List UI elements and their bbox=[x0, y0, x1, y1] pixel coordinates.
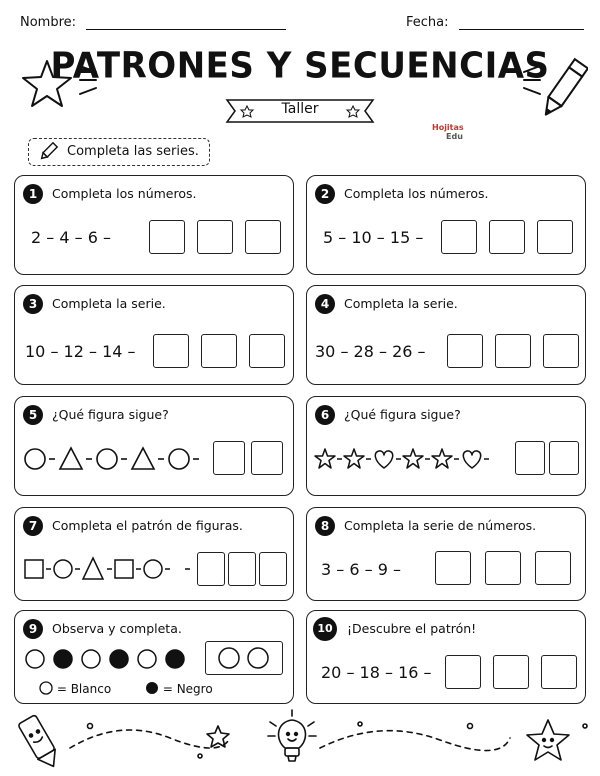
star-shape bbox=[432, 449, 452, 468]
exercise-number: 9 bbox=[23, 619, 43, 639]
answer-circle bbox=[248, 648, 268, 668]
answer-circle bbox=[219, 648, 239, 668]
logo bbox=[432, 123, 464, 141]
white-dot bbox=[82, 650, 100, 668]
answer-box[interactable] bbox=[435, 551, 471, 585]
name-label: Nombre: bbox=[20, 15, 77, 30]
dot-doodle bbox=[583, 724, 587, 728]
legend-black-text: = Negro bbox=[162, 682, 213, 696]
exercise-prompt: ¿Qué figura sigue? bbox=[344, 407, 461, 422]
dot-sequence bbox=[23, 645, 203, 677]
answer-box[interactable] bbox=[543, 334, 579, 368]
square-shape bbox=[25, 560, 43, 578]
black-dot bbox=[166, 650, 184, 668]
answer-box[interactable] bbox=[197, 552, 225, 586]
star-shape bbox=[344, 449, 364, 468]
answer-box[interactable] bbox=[245, 220, 281, 254]
heart-shape bbox=[463, 451, 480, 468]
exercise-number: 6 bbox=[315, 405, 335, 425]
answer-box[interactable] bbox=[249, 334, 285, 368]
exercise-prompt: Completa la serie de números. bbox=[344, 518, 537, 533]
answer-box[interactable] bbox=[535, 551, 571, 585]
exercise-number: 7 bbox=[23, 516, 43, 536]
answer-box[interactable] bbox=[515, 441, 545, 475]
shape-sequence bbox=[21, 550, 201, 590]
exercise-3 bbox=[14, 285, 294, 385]
number-sequence: 3 – 6 – 9 – bbox=[321, 560, 401, 579]
subtitle-banner bbox=[225, 96, 375, 126]
shape-sequence bbox=[311, 439, 521, 479]
answer-box[interactable] bbox=[213, 441, 245, 475]
dot-doodle bbox=[468, 724, 473, 729]
answer-box[interactable] bbox=[447, 334, 483, 368]
exercise-prompt: ¿Qué figura sigue? bbox=[52, 407, 169, 422]
exercise-prompt: Observa y completa. bbox=[52, 621, 182, 636]
circle-shape bbox=[97, 449, 117, 469]
answer-box[interactable] bbox=[541, 655, 577, 689]
answer-box[interactable] bbox=[537, 220, 573, 254]
answer-box[interactable] bbox=[495, 334, 531, 368]
exercise-number: 1 bbox=[23, 184, 43, 204]
star-character-icon bbox=[527, 720, 569, 760]
triangle-shape bbox=[60, 448, 82, 469]
answer-box[interactable] bbox=[259, 552, 287, 586]
answer-box[interactable] bbox=[228, 552, 256, 586]
exercise-prompt: Completa la serie. bbox=[344, 296, 458, 311]
triangle-shape bbox=[83, 558, 103, 579]
answer-box[interactable] bbox=[549, 441, 579, 475]
date-label: Fecha: bbox=[406, 15, 449, 30]
black-dot bbox=[54, 650, 72, 668]
legend-white bbox=[39, 681, 111, 696]
exercise-number: 2 bbox=[315, 184, 335, 204]
exercise-number: 4 bbox=[315, 294, 335, 314]
exercise-prompt: ¡Descubre el patrón! bbox=[347, 621, 477, 636]
number-sequence: 2 – 4 – 6 – bbox=[31, 228, 111, 247]
page-title: PATRONES Y SECUENCIAS bbox=[50, 45, 550, 87]
exercise-number: 10 bbox=[313, 617, 337, 641]
legend-white-text: = Blanco bbox=[56, 682, 112, 696]
answer-circles bbox=[206, 642, 282, 674]
triangle-shape bbox=[132, 448, 154, 469]
answer-box[interactable] bbox=[201, 334, 237, 368]
circle-shape bbox=[169, 449, 189, 469]
answer-box[interactable] bbox=[205, 641, 283, 675]
star-shape bbox=[315, 449, 335, 468]
dot-doodle bbox=[358, 722, 362, 726]
exercise-8 bbox=[306, 507, 586, 601]
answer-box[interactable] bbox=[441, 220, 477, 254]
black-dot bbox=[110, 650, 128, 668]
exercise-10 bbox=[306, 610, 586, 704]
answer-box[interactable] bbox=[493, 655, 529, 689]
exercise-1 bbox=[14, 175, 294, 275]
dot-doodle bbox=[88, 724, 93, 729]
circle-shape bbox=[54, 560, 72, 578]
answer-box[interactable] bbox=[251, 441, 283, 475]
footer-doodles bbox=[0, 708, 600, 774]
number-sequence: 5 – 10 – 15 – bbox=[323, 228, 424, 247]
exercise-2 bbox=[306, 175, 586, 275]
square-shape bbox=[115, 560, 133, 578]
exercise-4 bbox=[306, 285, 586, 385]
answer-box[interactable] bbox=[489, 220, 525, 254]
pencil-character-icon bbox=[18, 715, 62, 772]
white-dot bbox=[138, 650, 156, 668]
exercise-number: 3 bbox=[23, 294, 43, 314]
exercise-prompt: Completa la serie. bbox=[52, 296, 166, 311]
dot-doodle bbox=[198, 754, 202, 758]
name-field bbox=[20, 15, 286, 30]
answer-box[interactable] bbox=[197, 220, 233, 254]
exercise-prompt: Completa el patrón de figuras. bbox=[52, 518, 243, 533]
number-sequence: 20 – 18 – 16 – bbox=[321, 663, 432, 682]
name-line[interactable] bbox=[86, 29, 286, 30]
number-sequence: 10 – 12 – 14 – bbox=[25, 342, 136, 361]
exercise-9 bbox=[14, 610, 294, 704]
dashed-path bbox=[320, 731, 510, 751]
pencil-small-icon bbox=[37, 142, 59, 162]
instruction-text: Completa las series. bbox=[67, 144, 199, 159]
white-dot bbox=[26, 650, 44, 668]
circle-shape bbox=[144, 560, 162, 578]
subtitle-text: Taller bbox=[281, 101, 319, 117]
white-dot-icon bbox=[39, 681, 53, 695]
number-sequence: 30 – 28 – 26 – bbox=[315, 342, 426, 361]
dashed-path bbox=[70, 730, 230, 748]
exercise-number: 5 bbox=[23, 405, 43, 425]
star-shape bbox=[403, 449, 423, 468]
legend-black bbox=[145, 681, 213, 696]
answer-box[interactable] bbox=[153, 334, 189, 368]
date-field bbox=[406, 15, 584, 30]
exercise-7 bbox=[14, 507, 294, 601]
heart-shape bbox=[375, 451, 392, 468]
exercise-6 bbox=[306, 396, 586, 496]
lightbulb-icon bbox=[268, 710, 316, 761]
exercise-prompt: Completa los números. bbox=[52, 186, 197, 201]
exercise-number: 8 bbox=[315, 516, 335, 536]
circle-shape bbox=[25, 449, 45, 469]
answer-box[interactable] bbox=[149, 220, 185, 254]
exercise-5 bbox=[14, 396, 294, 496]
date-line[interactable] bbox=[459, 29, 584, 30]
answer-box[interactable] bbox=[445, 655, 481, 689]
instruction-box bbox=[28, 138, 210, 166]
logo-line2: Edu bbox=[446, 132, 463, 141]
black-dot-icon bbox=[145, 681, 159, 695]
logo-line1: Hojitas bbox=[432, 123, 464, 132]
answer-box[interactable] bbox=[485, 551, 521, 585]
exercise-prompt: Completa los números. bbox=[344, 186, 489, 201]
